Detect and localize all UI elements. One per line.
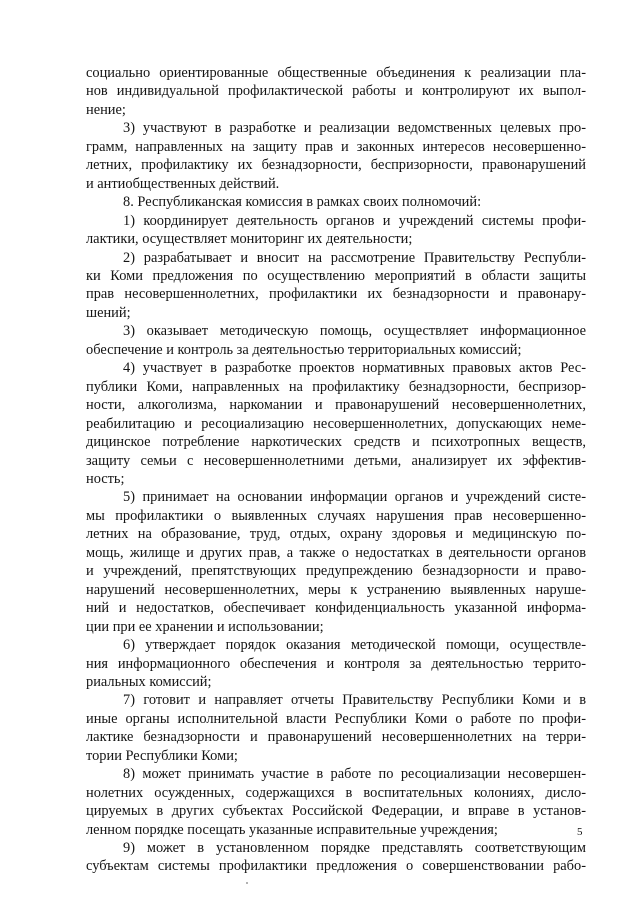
text-line: субъектам системы профилактики предложения о совершенствовании рабо- — [86, 858, 586, 875]
text-line: ленном порядке посещать указанные исправительные учреждения; — [86, 821, 498, 838]
text-line: ния информационного обеспечения и контроля за деятельностью террито- — [86, 655, 586, 672]
text-line: нов индивидуальной профилактической работы и контролируют их выпол- — [86, 83, 586, 100]
text-line: ность; — [86, 470, 125, 487]
text-line: ки Коми предложения по осуществлению мероприятий в области защиты — [86, 267, 586, 284]
document-body — [86, 64, 586, 876]
text-line: шений; — [86, 304, 131, 321]
text-line: обеспечение и контроль за деятельностью территориальных комиссий; — [86, 341, 522, 358]
text-line: дицинское потребление наркотических средств и психотропных веществ, — [86, 434, 586, 451]
text-line: 9) может в установленном порядке представлять соответствующим — [123, 840, 586, 857]
text-line: цируемых в других субъектах Российской Федерации, и вправе в установ- — [86, 803, 586, 820]
text-line: мы профилактики о выявленных случаях нарушения прав несовершенно- — [86, 507, 586, 524]
page-number: 5 — [577, 826, 583, 838]
text-line: 2) разрабатывает и вносит на рассмотрение Правительству Республи- — [123, 249, 586, 266]
text-line: защиту семьи с несовершеннолетними детьми, анализирует их эффектив- — [86, 452, 586, 469]
text-line: нарушений несовершеннолетних, меры к устранению выявленных наруше- — [86, 581, 586, 598]
text-line: мощь, жилище и других прав, а также о недостатках в деятельности органов — [86, 544, 586, 561]
text-line: социально ориентированные общественные объединения к реализации пла- — [86, 65, 586, 81]
text-line: 8. Республиканская комиссия в рамках своих полномочий: — [123, 194, 482, 211]
text-line: 5) принимает на основании информации органов и учреждений систе- — [123, 489, 586, 506]
text-line: 1) координирует деятельность органов и учреждений системы профи- — [123, 212, 586, 229]
text-line: 7) готовит и направляет отчеты Правительству Республики Коми и в — [123, 692, 586, 709]
text-line: летних, профилактику их безнадзорности, беспризорности, правонарушений — [86, 157, 586, 174]
text-line: и учреждений, препятствующих предупреждению безнадзорности и право- — [86, 563, 586, 580]
text-line: 3) оказывает методическую помощь, осуществляет информационное — [123, 323, 586, 340]
text-line: летних на образование, труд, отдых, охрану здоровья и медицинскую по- — [86, 526, 586, 543]
text-line: риальных комиссий; — [86, 673, 212, 690]
text-line: ний и недостатков, обеспечивает конфиденциальность указанной информа- — [86, 600, 586, 617]
text-line: 4) участвует в разработке проектов нормативных правовых актов Рес- — [123, 360, 586, 377]
text-line: 6) утверждает порядок оказания методической помощи, осуществле- — [123, 637, 586, 654]
scan-speck — [246, 882, 248, 884]
text-line: 3) участвуют в разработке и реализации ведомственных целевых про- — [123, 120, 586, 137]
text-line: ности, алкоголизма, наркомании и правонарушений несовершеннолетних, — [86, 397, 586, 414]
text-line: нолетних осужденных, содержащихся в воспитательных колониях, дисло- — [86, 784, 586, 801]
text-line: иные органы исполнительной власти Республики Коми о работе по профи- — [86, 710, 586, 727]
text-line: нение; — [86, 101, 126, 118]
text-line: тории Республики Коми; — [86, 747, 238, 764]
text-line: реабилитацию и ресоциализацию несовершеннолетних, допускающих неме- — [86, 415, 586, 432]
text-line: публики Коми, направленных на профилактику безнадзорности, беспризор- — [86, 378, 586, 395]
text-line: и антиобщественных действий. — [86, 175, 280, 192]
text-line: ции при ее хранении и использовании; — [86, 618, 324, 635]
text-line: лактики, осуществляет мониторинг их деятельности; — [86, 231, 413, 248]
text-line: лактике безнадзорности и правонарушений несовершеннолетних на терри- — [86, 729, 586, 746]
text-line: грамм, направленных на защиту прав и законных интересов несовершенно- — [86, 138, 586, 155]
text-line: прав несовершеннолетних, профилактики их безнадзорности и правонару- — [86, 286, 586, 303]
text-line: 8) может принимать участие в работе по ресоциализации несовершен- — [123, 766, 586, 783]
